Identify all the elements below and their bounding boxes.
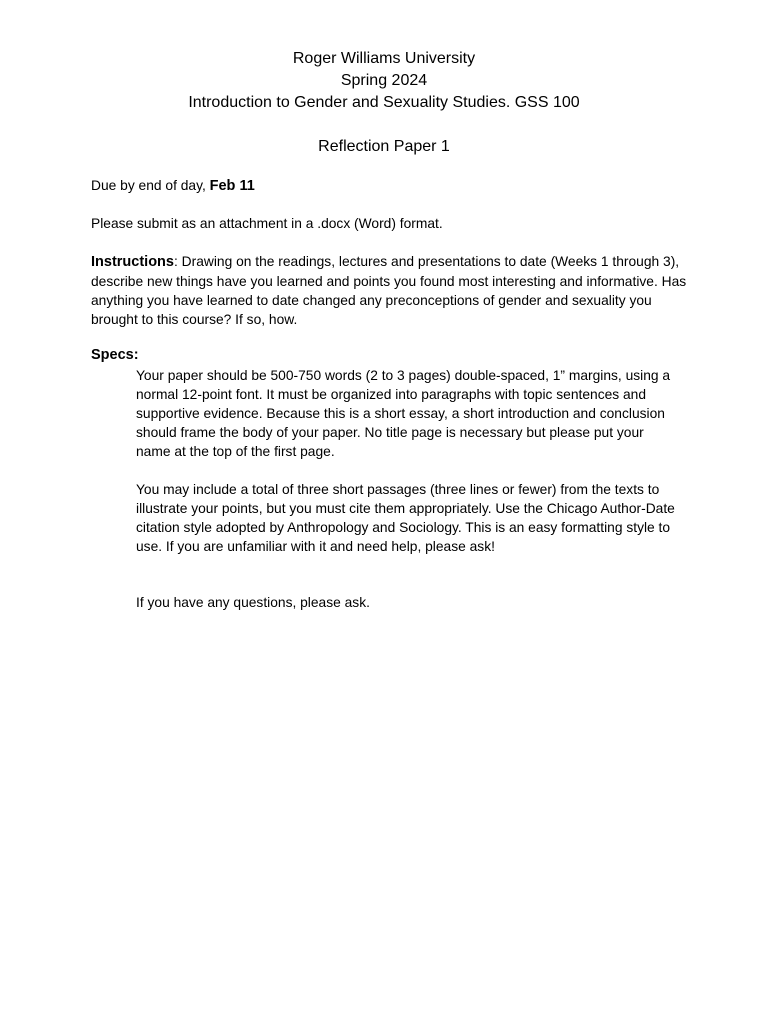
course-title: Introduction to Gender and Sexuality Studies. GSS 100	[188, 94, 580, 111]
specs-label: Specs:	[91, 347, 139, 363]
semester: Spring 2024	[340, 72, 428, 89]
due-date-prefix: Due by end of day,	[91, 178, 210, 193]
submission-format: Please submit as an attachment in a .docx (Word) format.	[91, 216, 443, 231]
university-name: Roger Williams University	[292, 50, 476, 67]
instructions-text: : Drawing on the readings, lectures and presentations to date (Weeks 1 through 3), describe new things have you learned and points you found most interesting and informative. Has anything you have learned to date changed any preconceptions of gender and sexuality you brought to this course? If so, how.	[91, 254, 687, 327]
due-date-value: Feb 11	[209, 178, 255, 194]
specs-paragraph-length: Your paper should be 500-750 words (2 to 3 pages) double-spaced, 1” margins, using a normal 12-point font. It must be organized into paragraphs with topic sentences and supportive evidence. Because this is a short essay, a short introduction and conclusion should frame the body of your paper. No title page is necessary but please put your name at the top of the first page.	[136, 368, 671, 459]
document-header	[0, 48, 768, 114]
specs-paragraph-citations: You may include a total of three short passages (three lines or fewer) from the texts to illustrate your points, but you must cite them appropriately. Use the Chicago Author-Date citation style adopted by Anthropology and Sociology. This is an easy formatting style to use. If you are unfamiliar with it and need help, please ask!	[136, 482, 675, 554]
due-date-line	[91, 176, 691, 196]
instructions-label: Instructions	[91, 254, 174, 270]
paper-title: Reflection Paper 1	[318, 138, 450, 155]
closing-note: If you have any questions, please ask.	[136, 595, 370, 610]
instructions-paragraph	[91, 252, 691, 329]
